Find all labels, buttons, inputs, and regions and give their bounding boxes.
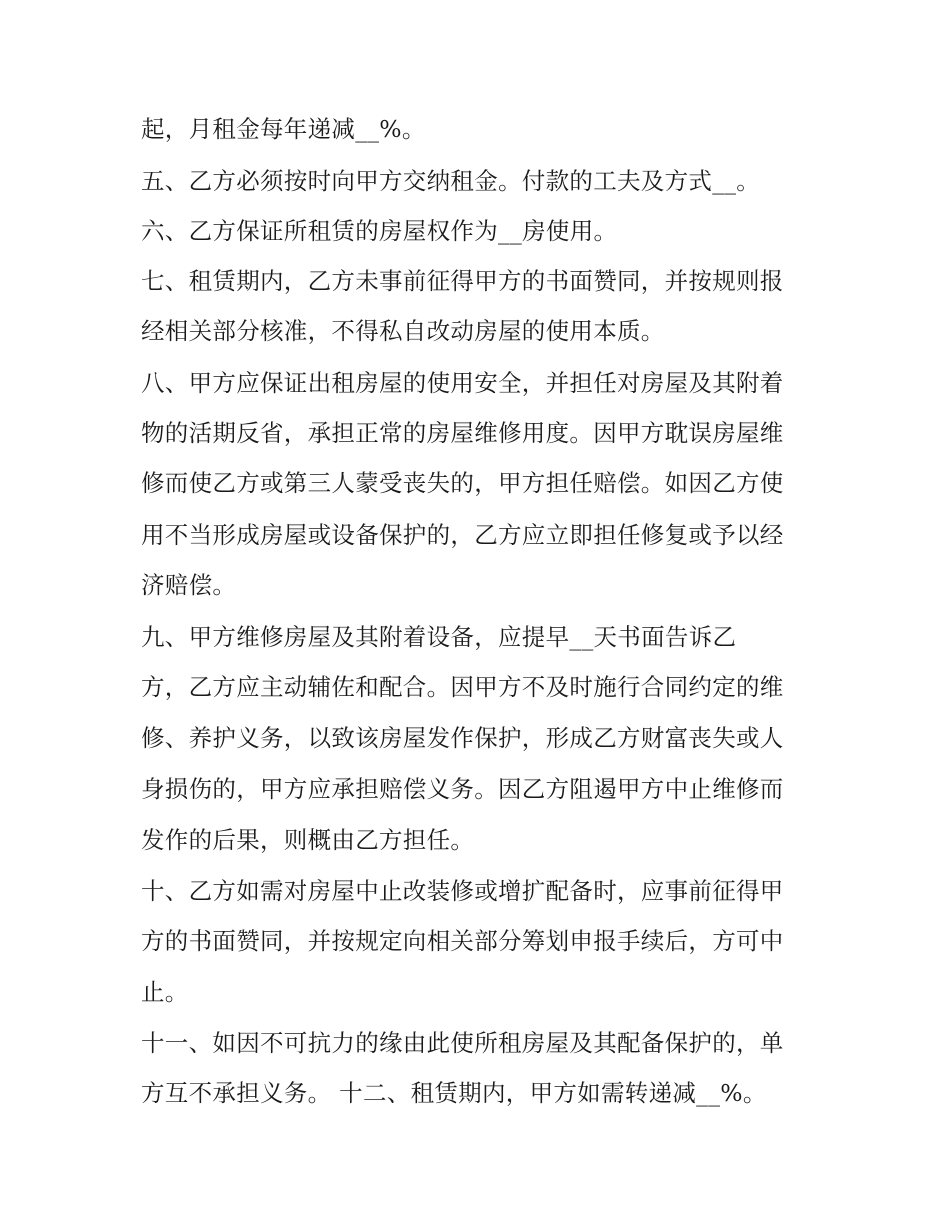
text-line: 经相关部分核准，不得私自改动房屋的使用本质。 — [141, 317, 665, 345]
text-line: 七、租赁期内，乙方未事前征得甲方的书面赞同，并按规则报 — [141, 267, 784, 295]
text-line: 物的活期反省，承担正常的房屋维修用度。因甲方耽误房屋维 — [141, 419, 784, 447]
text-line: 五、乙方必须按时向甲方交纳租金。付款的工夫及方式__。 — [141, 167, 761, 195]
text-line: 十、乙方如需对房屋中止改装修或增扩配备时，应事前征得甲 — [141, 877, 784, 905]
text-line: 九、甲方维修房屋及其附着设备，应提早__天书面告诉乙 — [141, 623, 737, 651]
text-line: 十一、如因不可抗力的缘由此使所租房屋及其配备保护的，单 — [141, 1029, 784, 1057]
text-line: 修、养护义务，以致该房屋发作保护，形成乙方财富丧失或人 — [141, 724, 784, 752]
text-line: 发作的后果，则概由乙方担任。 — [141, 826, 475, 854]
text-line: 方的书面赞同，并按规定向相关部分筹划申报手续后，方可中 — [141, 927, 784, 955]
text-line: 起，月租金每年递减__%。 — [141, 115, 426, 143]
text-line: 六、乙方保证所租赁的房屋权作为__房使用。 — [141, 217, 618, 245]
text-line: 修而使乙方或第三人蒙受丧失的，甲方担任赔偿。如因乙方使 — [141, 469, 784, 497]
text-line: 止。 — [141, 978, 189, 1006]
text-line: 身损伤的，甲方应承担赔偿义务。因乙方阻遏甲方中止维修而 — [141, 775, 784, 803]
text-line: 方，乙方应主动辅佐和配合。因甲方不及时施行合同约定的维 — [141, 673, 784, 701]
text-line: 济赔偿。 — [141, 571, 237, 599]
text-line: 用不当形成房屋或设备保护的，乙方应立即担任修复或予以经 — [141, 521, 784, 549]
text-line: 方互不承担义务。 十二、租赁期内，甲方如需转递减__%。 — [141, 1079, 767, 1107]
text-line: 八、甲方应保证出租房屋的使用安全，并担任对房屋及其附着 — [141, 369, 784, 397]
